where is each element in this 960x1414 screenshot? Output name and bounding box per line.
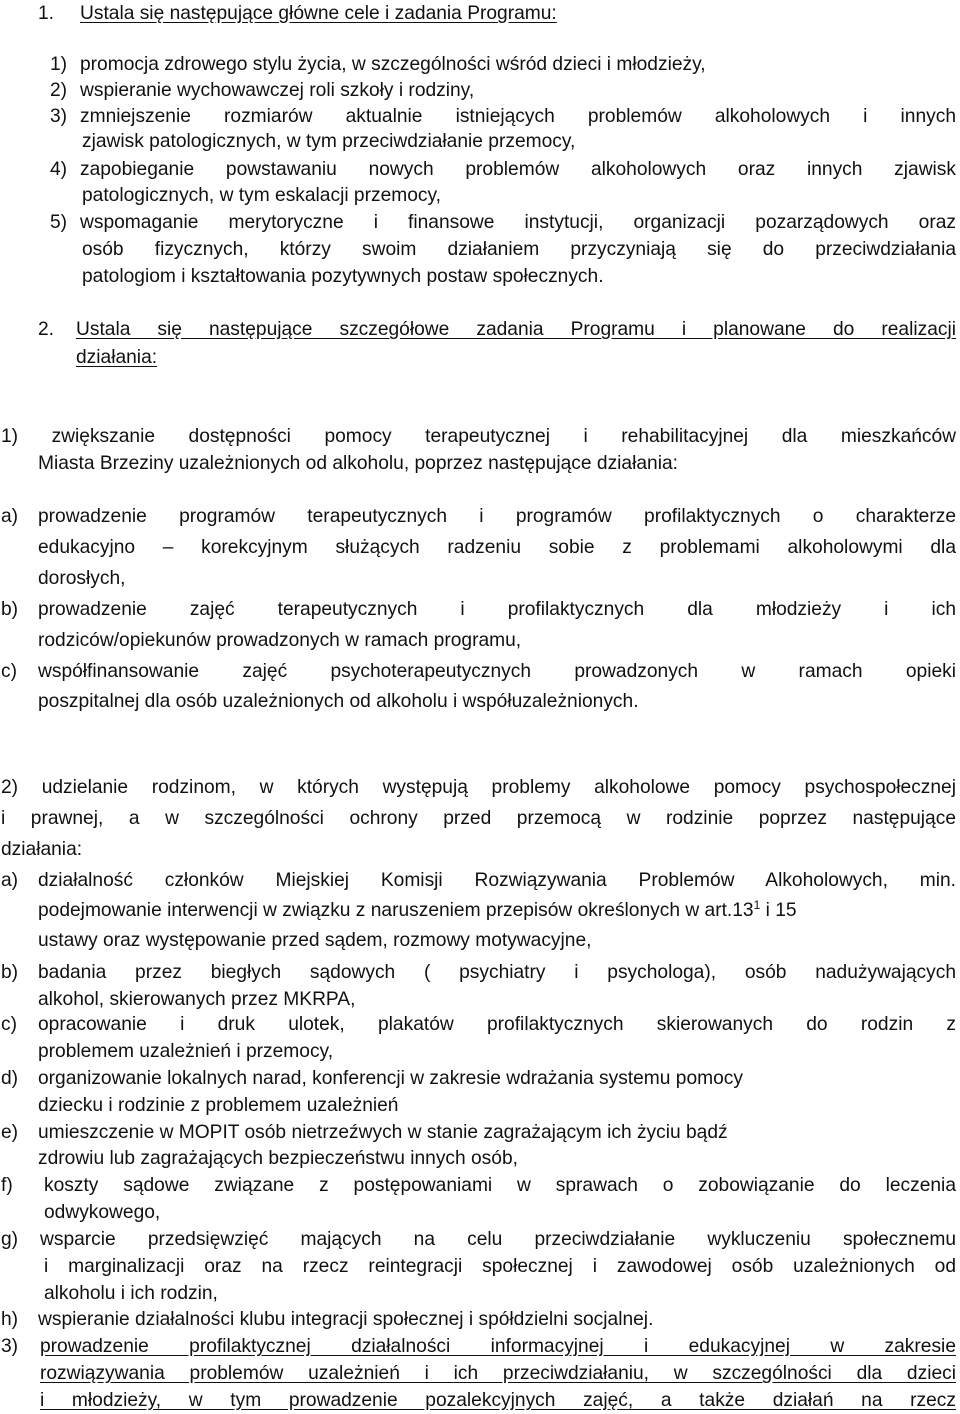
activity-text: alkoholu i ich rodzin, xyxy=(44,1283,218,1304)
activity-text: zdrowiu lub zagrażających bezpieczeństwu innych osób, xyxy=(38,1148,518,1169)
goal-text: zjawisk patologicznych, w tym przeciwdziałanie przemocy, xyxy=(82,131,576,152)
activity-text: ustawy oraz występowanie przed sądem, rozmowy motywacyjne, xyxy=(38,930,592,951)
activity-label: f) xyxy=(1,1175,13,1196)
goal-text: osób fizycznych, którzy swoim działaniem przyczyniają się do przeciwdziałania xyxy=(82,239,956,260)
activity-text: badania przez biegłych sądowych ( psychiatry i psychologa), osób nadużywających xyxy=(38,962,956,983)
task-1-text: Miasta Brzeziny uzależnionych od alkoholu, poprzez następujące działania: xyxy=(38,453,678,474)
activity-text: edukacyjno – korekcyjnym służących radzeniu sobie z problemami alkoholowymi dla xyxy=(38,537,956,558)
activity-text: odwykowego, xyxy=(44,1202,161,1223)
activity-label: d) xyxy=(1,1068,19,1089)
activity-text: organizowanie lokalnych narad, konferencji w zakresie wdrażania systemu pomocy xyxy=(38,1068,743,1089)
task-3-text: rozwiązywania problemów uzależnień i ich przeciwdziałaniu, w szczególności dla dzieci xyxy=(40,1363,956,1384)
activity-label: h) xyxy=(1,1309,19,1330)
goal-label: 4) xyxy=(50,159,68,180)
activity-text: opracowanie i druk ulotek, plakatów profilaktycznych skierowanych do rodzin z xyxy=(38,1014,956,1035)
section-2-number: 2. xyxy=(38,319,55,340)
activity-label: c) xyxy=(1,1014,17,1035)
activity-text: podejmowanie interwencji w związku z naruszeniem przepisów określonych w $art.13^1$ i 15 xyxy=(38,898,797,921)
activity-text: poszpitalnej dla osób uzależnionych od alkoholu i współuzależnionych. xyxy=(38,691,639,712)
task-2-text: 2) udzielanie rodzinom, w których występują problemy alkoholowe pomocy psychospołecznej xyxy=(1,777,956,798)
goal-text: zapobieganie powstawaniu nowych problemów alkoholowych oraz innych zjawisk xyxy=(80,159,956,180)
goal-text: zmniejszenie rozmiarów aktualnie istniejących problemów alkoholowych i innych xyxy=(80,106,956,127)
activity-text: prowadzenie zajęć terapeutycznych i profilaktycznych dla młodzieży i ich xyxy=(38,599,956,620)
goal-text: wspomaganie merytoryczne i finansowe instytucji, organizacji pozarządowych oraz xyxy=(80,212,956,233)
task-3-label: 3) xyxy=(1,1336,19,1357)
activity-label: g) xyxy=(1,1229,19,1250)
activity-text: wspieranie działalności klubu integracji społecznej i spółdzielni socjalnej. xyxy=(38,1309,654,1330)
section-2-heading: Ustala się następujące szczegółowe zadania Programu i planowane do realizacji xyxy=(76,319,956,340)
activity-text: dziecku i rodzinie z problemem uzależnień xyxy=(38,1095,399,1116)
goal-label: 2) xyxy=(50,80,68,101)
task-3-text: prowadzenie profilaktycznej działalności informacyjnej i edukacyjnej w zakresie xyxy=(40,1336,956,1357)
activity-label: b) xyxy=(1,599,19,620)
activity-text: wsparcie przedsięwzięć mających na celu przeciwdziałanie wykluczeniu społecznemu xyxy=(40,1229,956,1250)
goal-label: 1) xyxy=(50,54,68,75)
activity-text: umieszczenie w MOPIT osób nietrzeźwych w stanie zagrażającym ich życiu bądź xyxy=(38,1122,728,1143)
activity-text: prowadzenie programów terapeutycznych i programów profilaktycznych o charakterze xyxy=(38,506,956,527)
task-1-text: 1) zwiększanie dostępności pomocy terapeutycznej i rehabilitacyjnej dla mieszkańców xyxy=(1,426,956,447)
activity-text: i marginalizacji oraz na rzecz reintegracji społecznej i zawodowej osób uzależnionych od xyxy=(44,1256,956,1277)
activity-text: działalność członków Miejskiej Komisji Rozwiązywania Problemów Alkoholowych, min. xyxy=(38,870,956,891)
activity-text: koszty sądowe związane z postępowaniami w sprawach o zobowiązanie do leczenia xyxy=(44,1175,956,1196)
activity-text: rodziców/opiekunów prowadzonych w ramach programu, xyxy=(38,630,522,651)
article-superscript: 1 xyxy=(753,898,761,912)
activity-text: współfinansowanie zajęć psychoterapeutycznych prowadzonych w ramach opieki xyxy=(38,661,956,682)
activity-text: problemem uzależnień i przemocy, xyxy=(38,1041,334,1062)
activity-label: e) xyxy=(1,1122,19,1143)
goal-text: patologiom i kształtowania pozytywnych postaw społecznych. xyxy=(82,266,604,287)
activity-label: a) xyxy=(1,506,19,527)
goal-label: 5) xyxy=(50,212,68,233)
activity-text: alkohol, skierowanych przez MKRPA, xyxy=(38,989,356,1010)
section-1-heading: Ustala się następujące główne cele i zadania Programu: xyxy=(80,3,557,24)
task-2-text: i prawnej, a w szczególności ochrony przed przemocą w rodzinie poprzez następujące xyxy=(1,808,956,829)
task-3-text: i młodzieży, w tym prowadzenie pozalekcyjnych zajęć, a także działań na rzecz xyxy=(40,1390,956,1411)
goal-text: patologicznych, w tym eskalacji przemocy, xyxy=(82,185,442,206)
goal-label: 3) xyxy=(50,106,68,127)
task-2-text: działania: xyxy=(1,839,83,860)
activity-label: c) xyxy=(1,661,17,682)
section-1-number: 1. xyxy=(38,3,55,24)
goal-text: wspieranie wychowawczej roli szkoły i rodziny, xyxy=(80,80,475,101)
activity-label: b) xyxy=(1,962,19,983)
goal-text: promocja zdrowego stylu życia, w szczególności wśród dzieci i młodzieży, xyxy=(80,54,706,75)
section-2-heading: działania: xyxy=(76,347,158,368)
activity-text: dorosłych, xyxy=(38,568,126,589)
activity-label: a) xyxy=(1,870,19,891)
